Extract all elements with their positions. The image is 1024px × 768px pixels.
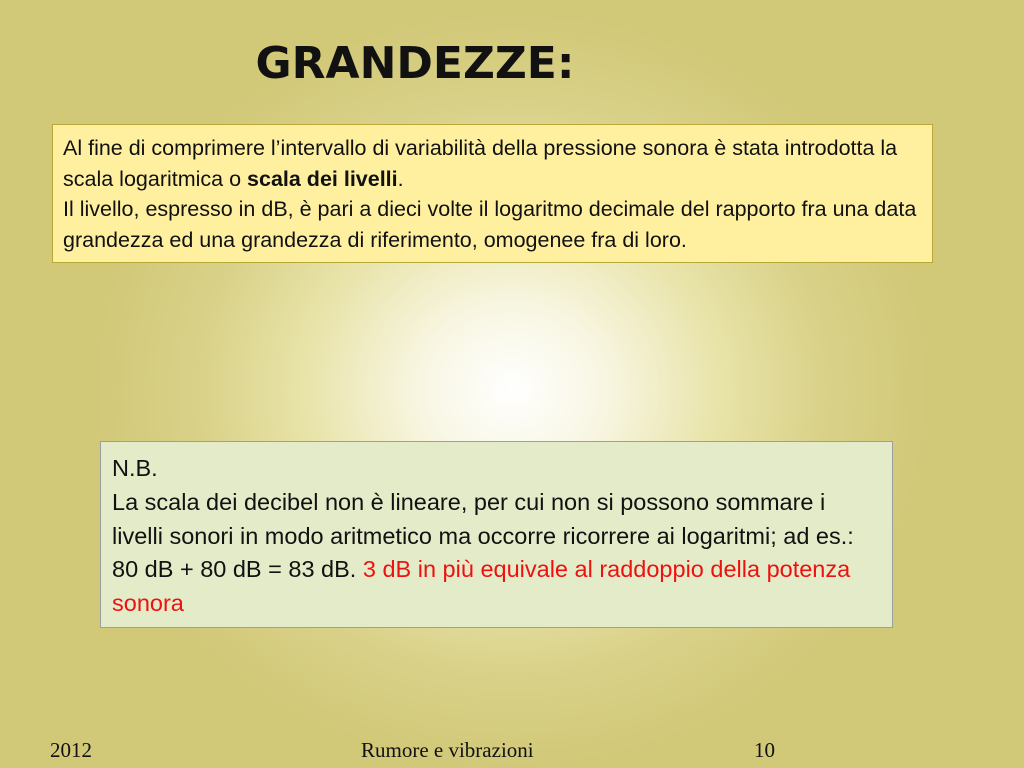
footer-year: 2012 bbox=[50, 738, 92, 762]
definition-bold-term: scala dei livelli bbox=[247, 166, 398, 191]
note-example: 80 dB + 80 dB = 83 dB. bbox=[112, 556, 363, 583]
definition-box bbox=[52, 124, 933, 263]
note-paragraph: La scala dei decibel non è lineare, per cui non si possono sommare i livelli sonori in modo aritmetico ma occorre ricorrere ai logaritmi; ad es.: bbox=[112, 488, 854, 549]
definition-text-end: . bbox=[397, 166, 404, 191]
slide-title: GRANDEZZE: bbox=[255, 38, 575, 89]
note-heading: N.B. bbox=[112, 455, 158, 481]
note-highlight: 3 dB in più equivale al raddoppio della potenza sonora bbox=[112, 556, 851, 617]
note-box bbox=[100, 441, 893, 628]
definition-paragraph-level: Il livello, espresso in dB, è pari a dieci volte il logaritmo decimale del rapporto fra una data grandezza ed una grandezza di riferimento, omogenee fra di loro. bbox=[63, 197, 917, 252]
definition-text-start: Al fine di comprimere l’intervallo di variabilità della pressione sonora è stata introdotta la scala logaritmica o bbox=[63, 136, 898, 191]
footer-subject: Rumore e vibrazioni bbox=[361, 738, 534, 762]
footer-page-number: 10 bbox=[754, 738, 775, 762]
